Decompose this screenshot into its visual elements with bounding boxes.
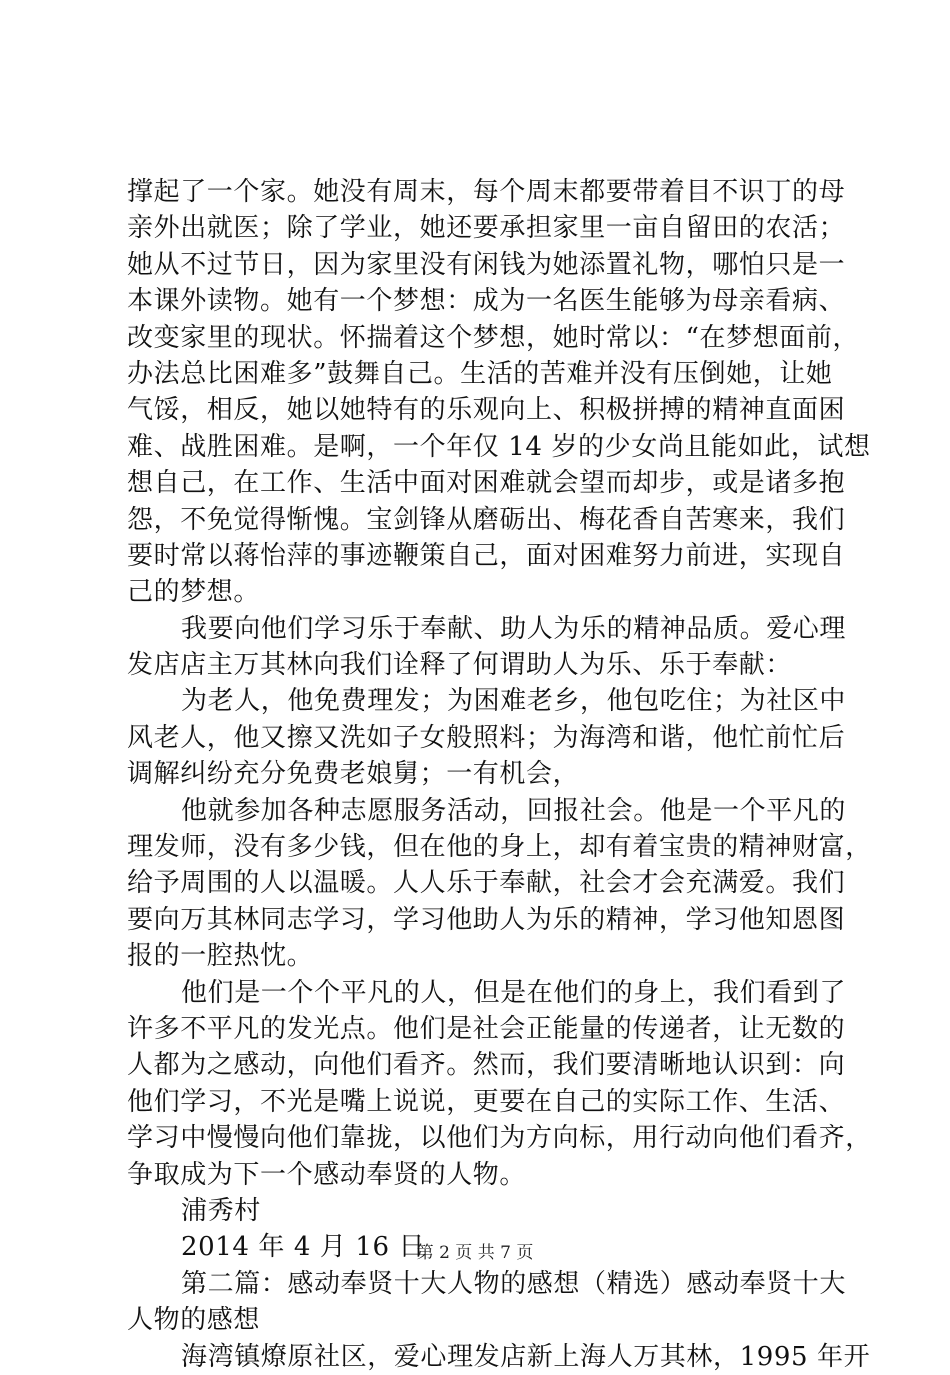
text-line: 海湾镇燎原社区，爱心理发店新上海人万其林，1995 年开 xyxy=(181,1341,871,1372)
text-line: 浦秀村 xyxy=(181,1195,261,1226)
text-line: 报的一腔热忱。 xyxy=(127,941,314,972)
text-line: 许多不平凡的发光点。他们是社会正能量的传递者，让无数的 xyxy=(127,1013,846,1044)
text-line: 他就参加各种志愿服务活动，回报社会。他是一个平凡的 xyxy=(181,795,847,826)
text-line: 学习中慢慢向他们靠拢，以他们为方向标，用行动向他们看齐， xyxy=(127,1123,872,1154)
text-line: 难、战胜困难。是啊，一个年仅 14 岁的少女尚且能如此，试想 xyxy=(127,431,871,462)
text-line: 2014 年 4 月 16 日 xyxy=(181,1232,426,1263)
text-line: 他们是一个个平凡的人，但是在他们的身上，我们看到了 xyxy=(181,977,847,1008)
text-line: 想自己，在工作、生活中面对困难就会望而却步，或是诸多抱 xyxy=(127,468,846,499)
text-line: 发店店主万其林向我们诠释了何谓助人为乐、乐于奉献： xyxy=(127,650,793,681)
text-line: 要时常以蒋怡萍的事迹鞭策自己，面对困难努力前进，实现自 xyxy=(127,540,846,571)
text-line: 要向万其林同志学习，学习他助人为乐的精神，学习他知恩图 xyxy=(127,904,846,935)
text-line: 改变家里的现状。怀揣着这个梦想，她时常以：“在梦想面前， xyxy=(127,322,860,353)
text-line: 人物的感想 xyxy=(127,1305,261,1336)
text-line: 第二篇：感动奉贤十大人物的感想（精选）感动奉贤十大 xyxy=(181,1268,847,1299)
text-line: 亲外出就医；除了学业，她还要承担家里一亩自留田的农活； xyxy=(127,213,846,244)
document-body xyxy=(127,174,872,1375)
text-line: 我要向他们学习乐于奉献、助人为乐的精神品质。爱心理 xyxy=(181,613,847,644)
text-line: 办法总比困难多”鼓舞自己。生活的苦难并没有压倒她，让她 xyxy=(127,358,833,389)
text-line: 她从不过节日，因为家里没有闲钱为她添置礼物，哪怕只是一 xyxy=(127,249,846,280)
text-line: 他们学习，不光是嘴上说说，更要在自己的实际工作、生活、 xyxy=(127,1086,846,1117)
text-line: 调解纠纷充分免费老娘舅；一有机会， xyxy=(127,759,580,790)
text-line: 人都为之感动，向他们看齐。然而，我们要清晰地认识到：向 xyxy=(127,1050,846,1081)
text-line: 己的梦想。 xyxy=(127,577,261,608)
text-line: 本课外读物。她有一个梦想：成为一名医生能够为母亲看病、 xyxy=(127,286,846,317)
text-line: 争取成为下一个感动奉贤的人物。 xyxy=(127,1159,527,1190)
text-line: 给予周围的人以温暖。人人乐于奉献，社会才会充满爱。我们 xyxy=(127,868,846,899)
text-line: 理发师，没有多少钱，但在他的身上，却有着宝贵的精神财富， xyxy=(127,832,872,863)
text-line: 为老人，他免费理发；为困难老乡，他包吃住；为社区中 xyxy=(181,686,847,717)
text-line: 气馁，相反，她以她特有的乐观向上、积极拼搏的精神直面困 xyxy=(127,395,846,426)
text-line: 撑起了一个家。她没有周末，每个周末都要带着目不识丁的母 xyxy=(127,177,846,207)
page-footer: 第 2 页 共 7 页 xyxy=(416,1243,534,1263)
text-line: 风老人，他又擦又洗如子女般照料；为海湾和谐，他忙前忙后 xyxy=(127,722,846,753)
text-line: 怨，不免觉得惭愧。宝剑锋从磨砺出、梅花香自苦寒来，我们 xyxy=(127,504,846,535)
